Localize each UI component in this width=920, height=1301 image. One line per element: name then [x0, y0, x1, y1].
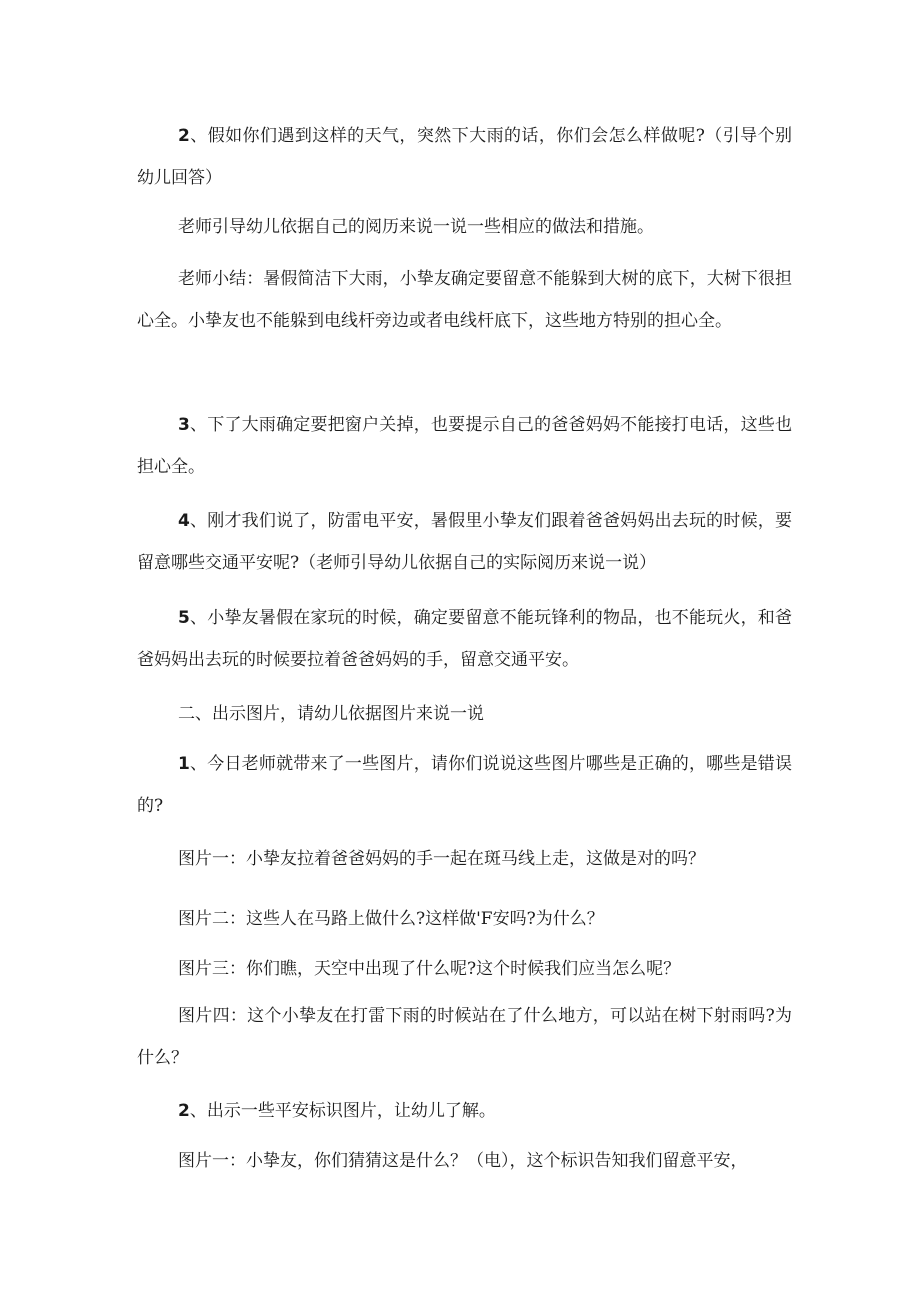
- paragraph-text: 老师引导幼儿依据自己的阅历来说一说一些相应的做法和措施。: [178, 217, 654, 237]
- paragraph-text: 图片三：你们瞧，天空中出现了什么呢?这个时候我们应当怎么呢？: [178, 959, 681, 979]
- paragraph-text: 图片四：这个小挚友在打雷下雨的时候站在了什么地方，可以站在树下射雨吗?为什么？: [137, 1006, 792, 1068]
- paragraph-q5-home-safety: [137, 597, 792, 681]
- paragraph-text: 图片二：这些人在马路上做什么?这样做'F安吗?为什么？: [178, 909, 604, 929]
- paragraph-teacher-summary: [137, 258, 792, 342]
- paragraph-sign-picture-one: [137, 1140, 792, 1182]
- item-number: 4: [178, 511, 190, 531]
- paragraph-text: 图片一：小挚友拉着爸爸妈妈的手一起在斑马线上走，这做是对的吗？: [178, 849, 705, 869]
- paragraph-picture-four: [137, 995, 792, 1079]
- paragraph-q4-traffic: [137, 500, 792, 584]
- paragraph-teacher-guide: [137, 206, 792, 248]
- item-number: 5: [178, 608, 190, 628]
- paragraph-text: 老师小结：暑假简洁下大雨，小挚友确定要留意不能躲到大树的底下，大树下很担心全。小挚友也不能躲到电线杆旁边或者电线杆底下，这些地方特别的担心全。: [137, 269, 792, 331]
- paragraph-text: 、下了大雨确定要把窗户关掉，也要提示自己的爸爸妈妈不能接打电话，这些也担心全。: [137, 415, 792, 477]
- paragraph-text: 、假如你们遇到这样的天气，突然下大雨的话，你们会怎么样做呢?（引导个别幼儿回答）: [137, 126, 792, 188]
- paragraph-text: 、今日老师就带来了一些图片，请你们说说这些图片哪些是正确的，哪些是错误的?: [137, 754, 792, 816]
- item-number: 1: [178, 754, 190, 774]
- paragraph-text: 、出示一些平安标识图片，让幼儿了解。: [189, 1101, 496, 1121]
- paragraph-text: 、小挚友暑假在家玩的时候，确定要留意不能玩锋利的物品，也不能玩火，和爸爸妈妈出去玩的时候要拉着爸爸妈妈的手，留意交通平安。: [137, 608, 792, 670]
- paragraph-text: 图片一：小挚友，你们猜猜这是什么？（电），这个标识告知我们留意平安，: [178, 1151, 748, 1171]
- paragraph-text: 、刚才我们说了，防雷电平安，暑假里小挚友们跟着爸爸妈妈出去玩的时候，要留意哪些交通平安呢?（老师引导幼儿依据自己的实际阅历来说一说）: [137, 511, 792, 573]
- section-heading-show-pictures: [137, 693, 792, 735]
- item-number: 2: [178, 1101, 190, 1121]
- paragraph-q2-rain: [137, 115, 792, 199]
- paragraph-picture-two: [137, 898, 792, 940]
- paragraph-q2-safety-signs: [137, 1090, 792, 1132]
- paragraph-q1-pictures: [137, 743, 792, 827]
- paragraph-q3-windows: [137, 404, 792, 488]
- item-number: 3: [178, 415, 190, 435]
- paragraph-picture-one: [137, 838, 792, 880]
- item-number: 2: [178, 126, 190, 146]
- paragraph-text: 二、出示图片，请幼儿依据图片来说一说: [178, 704, 484, 724]
- paragraph-picture-three: [137, 948, 792, 990]
